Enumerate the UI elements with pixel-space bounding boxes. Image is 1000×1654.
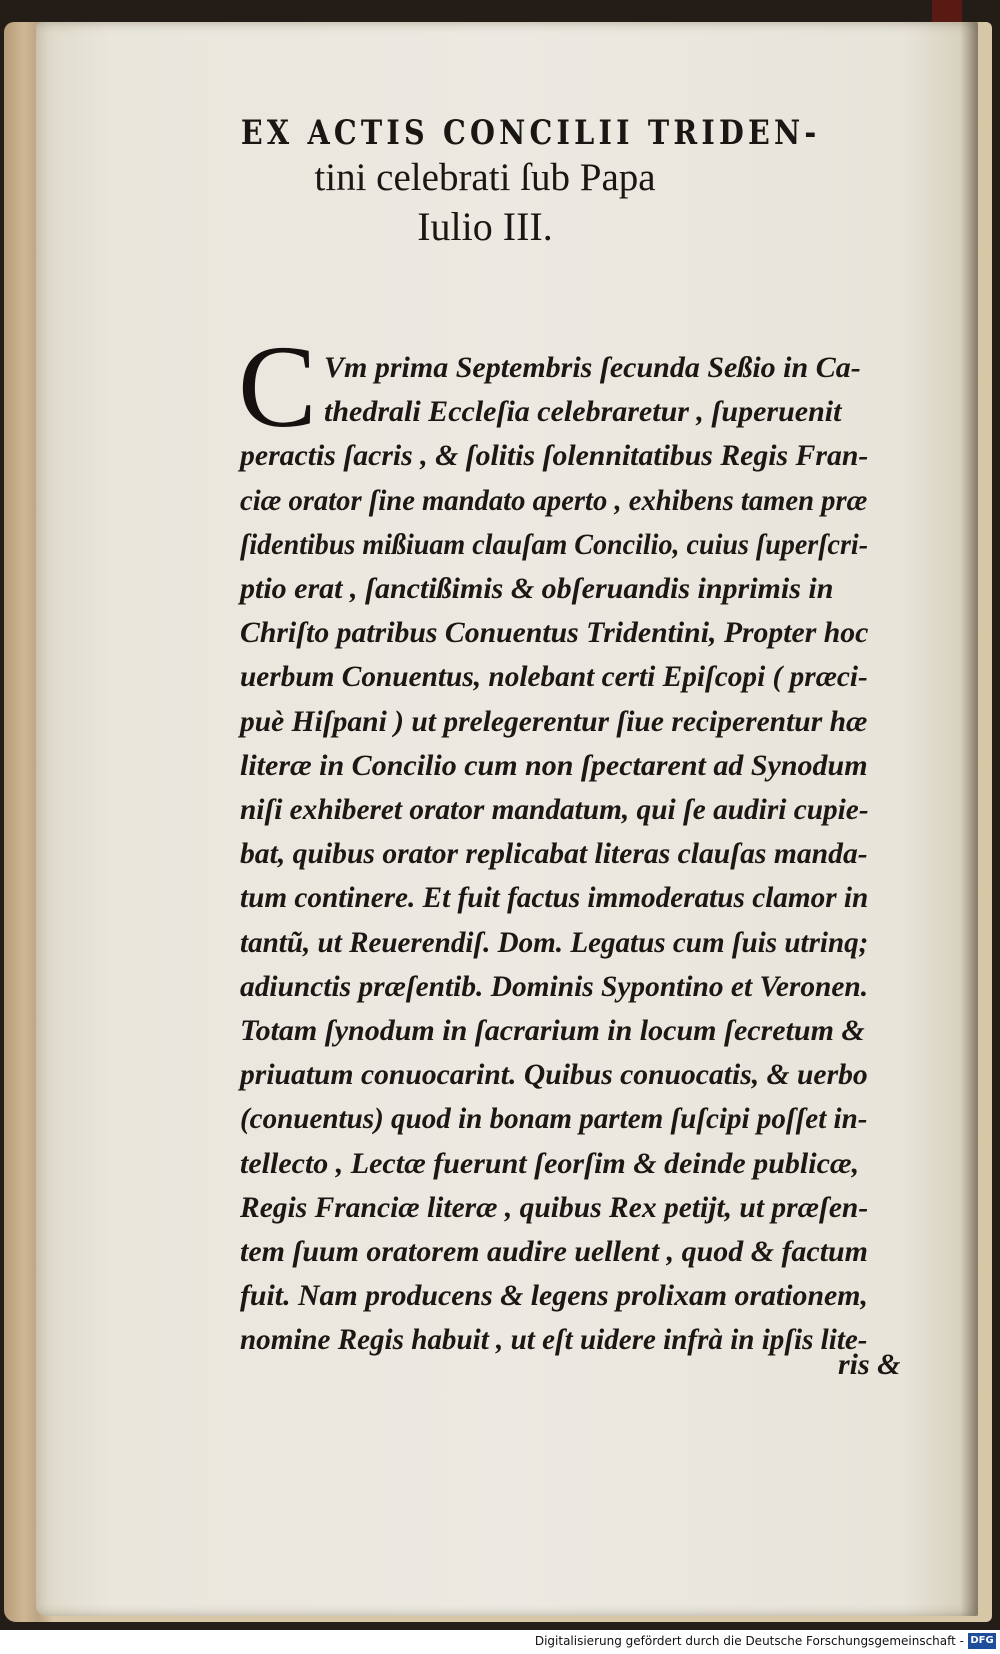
text-line: tum continere. Et fuit factus immoderatus clamor in [240,881,869,915]
text-line: Regis Franciæ literæ , quibus Rex petijt, ut præſen- [240,1190,869,1224]
text-line: peractis ſacris , & ſolitis ſolennitatibus Regis Fran- [240,439,869,473]
dfg-logo: DFG [968,1633,996,1649]
text-line: adiunctis præſentib. Dominis Sypontino et Veronen. [240,969,869,1003]
text-line: niſi exhiberet orator mandatum, qui ſe audiri cupie- [240,793,869,826]
text-line: fuit. Nam producens & legens prolixam orationem, [240,1279,868,1313]
footer-credit: Digitalisierung gefördert durch die Deutsche Forschungsgemeinschaft - [534,1634,964,1648]
text-line: Chriſto patribus Conuentus Tridentini, Propter hoc [240,616,869,650]
heading-line-1: EX ACTIS CONCILII TRIDEN- [240,113,821,153]
text-line: literæ in Concilio cum non ſpectarent ad Synodum [240,748,868,782]
text-line: ciæ orator ſine mandato aperto , exhibens tamen præ [240,483,868,517]
page-gutter-shadow [960,22,978,1616]
text-line: tantũ, ut Reuerendiſ. Dom. Legatus cum ſuis utrinq; [240,925,869,959]
text-line: thedrali Eccleſia celebraretur , ſuperuenit [324,395,842,429]
text-line: ſidentibus mißiuam clauſam Concilio, cuius ſuperſcri- [240,527,869,561]
text-line: Totam ſynodum in ſacrarium in locum ſecretum & [240,1014,865,1047]
text-line: tem ſuum oratorem audire uellent , quod & factum [240,1235,868,1268]
text-line: bat, quibus orator replicabat literas clauſas manda- [240,837,868,871]
page-heading [195,112,821,252]
heading-line-3: Iulio III. [417,204,553,249]
text-line: puè Hiſpani ) ut prelegerentur ſiue reciperentur hæ [240,704,868,738]
heading-line-2: tini celebrati ſub Papa [314,156,656,199]
text-line: nomine Regis habuit , ut eſt uidere infrà in ipſis lite- [240,1323,868,1357]
text-line: tellecto , Lectæ fuerunt ſeorſim & deinde publicæ, [240,1146,860,1180]
text-line: ptio erat , ſanctißimis & obſeruandis inprimis in [240,572,834,605]
text-line: (conuentus) quod in bonam partem ſuſcipi poſſet in- [240,1102,868,1136]
drop-cap: C [238,321,317,452]
text-line: uerbum Conuentus, nolebant certi Epiſcopi ( præci- [240,660,868,694]
catchword: ris & [838,1348,901,1381]
text-line: Vm prima Septembris ſecunda Seßio in Ca- [324,351,861,384]
text-line: priuatum conuocarint. Quibus conuocatis, & uerbo [240,1058,868,1092]
